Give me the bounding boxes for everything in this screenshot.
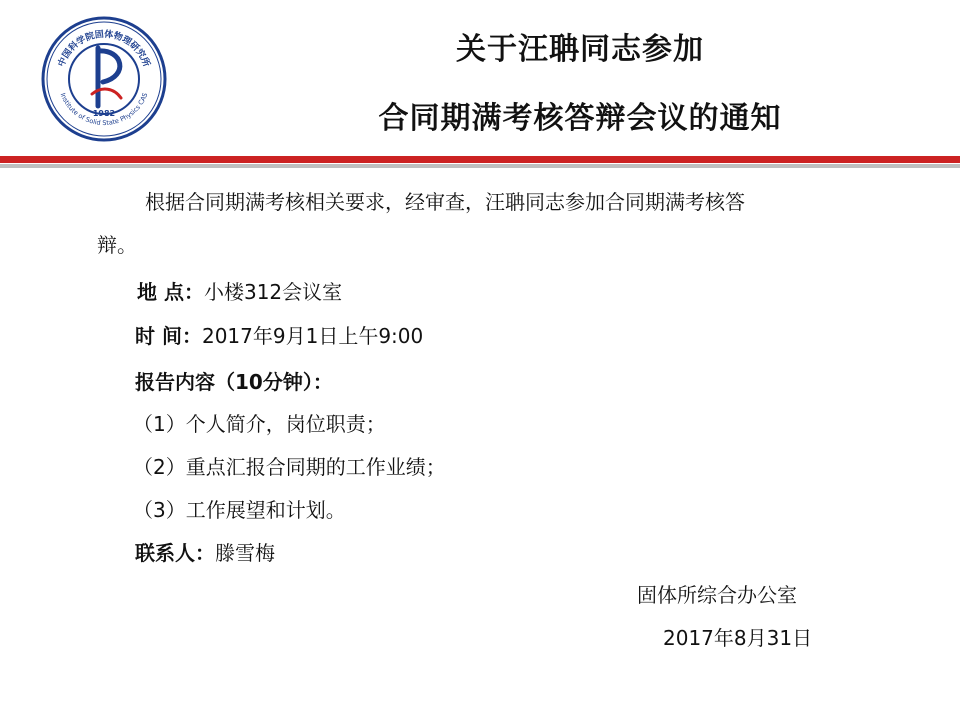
header-divider-red <box>0 156 960 163</box>
notice-paragraph-line-2: 辩。 <box>97 233 137 257</box>
report-item: （1）个人简介，岗位职责； <box>133 412 386 436</box>
issuing-office: 固体所综合办公室 <box>637 583 797 607</box>
header-divider-gray <box>0 164 960 168</box>
report-item: （3）工作展望和计划。 <box>133 498 346 522</box>
report-content-label: 报告内容（10分钟）： <box>135 370 333 394</box>
time-value: 2017年9月1日上午9:00 <box>201 324 424 348</box>
report-item: （2）重点汇报合同期的工作业绩； <box>133 455 446 479</box>
contact-row <box>135 537 275 566</box>
logo-arc-top-text: 中国科学院固体物理研究所 <box>56 29 152 69</box>
logo-year: 1982 <box>92 109 116 118</box>
logo-arc-bottom-text: Institute of Solid State Physics CAS <box>58 91 150 128</box>
issue-date: 2017年8月31日 <box>663 626 813 650</box>
institute-logo <box>41 16 167 142</box>
location-value: 小楼312会议室 <box>203 280 343 304</box>
time-label: 时 间： <box>135 324 202 348</box>
title-line-2: 合同期满考核答辩会议的通知 <box>378 101 782 136</box>
contact-value: 滕雪梅 <box>215 541 275 565</box>
contact-label: 联系人： <box>135 541 215 565</box>
location-label: 地 点： <box>137 280 204 304</box>
location-row <box>137 276 342 305</box>
notice-paragraph-line-1: 根据合同期满考核相关要求，经审查，汪聃同志参加合同期满考核答 <box>145 190 745 214</box>
title-line-1: 关于汪聃同志参加 <box>456 32 704 67</box>
time-row <box>135 320 423 349</box>
